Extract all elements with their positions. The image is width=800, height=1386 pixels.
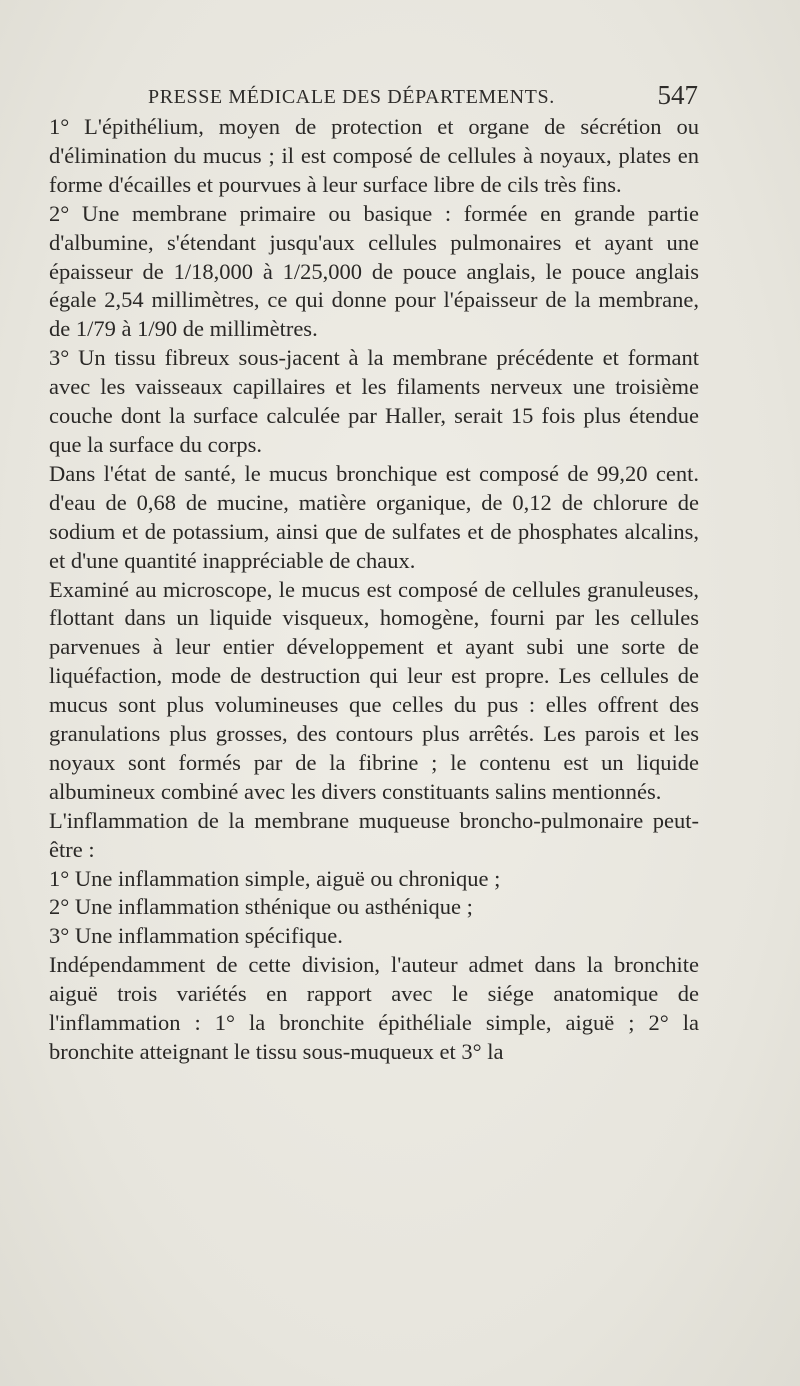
paragraph-varieties: Indépendamment de cette division, l'auteur admet dans la bronchite aiguë trois variétés en rapport avec le siége anatomique de l'inflammation : 1° la bronchite épithéliale simple, aiguë ; 2° la bronchite atteignant le tissu sous-muqueux et 3° la [49, 952, 699, 1064]
paragraph-microscope: Examiné au microscope, le mucus est composé de cellules granuleuses, flottant dans un liquide visqueux, homogène, fourni par les cellules parvenues à leur entier développement et ayant subi une sorte de liquéfaction, mode de destruction qui leur est propre. Les cellules de mucus sont plus volumineuses que celles du pus : elles offrent des granulations plus grosses, des contours plus arrêtés. Les parois et les noyaux sont formés par de la fibrine ; le contenu est un liquide albumineux combiné avec les divers constituants salins mentionnés. [49, 576, 699, 804]
paragraph-mucus-composition: Dans l'état de santé, le mucus bronchique est composé de 99,20 cent. d'eau de 0,68 de mucine, matière organique, de 0,12 de chlorure de sodium et de potassium, ainsi que de sulfates et de phosphates alcalins, et d'une quantité inappréciable de chaux. [49, 460, 699, 573]
list-item-simple: 1° Une inflammation simple, aiguë ou chronique ; [49, 865, 501, 891]
paragraph-fibrous-tissue: 3° Un tissu fibreux sous-jacent à la membrane précédente et formant avec les vaisseaux capillaires et les filaments nerveux une troisième couche dont la surface calculée par Haller, serait 15 fois plus étendue que la surface du corps. [49, 345, 699, 457]
list-item-specific: 3° Une inflammation spécifique. [49, 923, 343, 949]
list-item-sthenic: 2° Une inflammation sthénique ou asthénique ; [49, 894, 473, 920]
body-text [49, 113, 699, 1067]
paragraph-inflammation-intro: L'inflammation de la membrane muqueuse broncho-pulmonaire peut-être : [49, 807, 699, 862]
header-title: PRESSE MÉDICALE DES DÉPARTEMENTS. [148, 86, 555, 108]
page-number: 547 [657, 80, 698, 110]
paragraph-basement-membrane: 2° Une membrane primaire ou basique : formée en grande partie d'albumine, s'étendant jusqu'aux cellules pulmonaires et ayant une épaisseur de 1/18,000 à 1/25,000 de pouce anglais, le pouce anglais égale 2,54 millimètres, ce qui donne pour l'épaisseur de la membrane, de 1/79 à 1/90 de millimètres. [49, 200, 699, 342]
running-header [148, 80, 698, 116]
paragraph-epithelium: 1° L'épithélium, moyen de protection et organe de sécrétion ou d'élimination du mucus ; il est composé de cellules à noyaux, plates en forme d'écailles et pourvues à leur surface libre de cils très fins. [49, 114, 699, 197]
